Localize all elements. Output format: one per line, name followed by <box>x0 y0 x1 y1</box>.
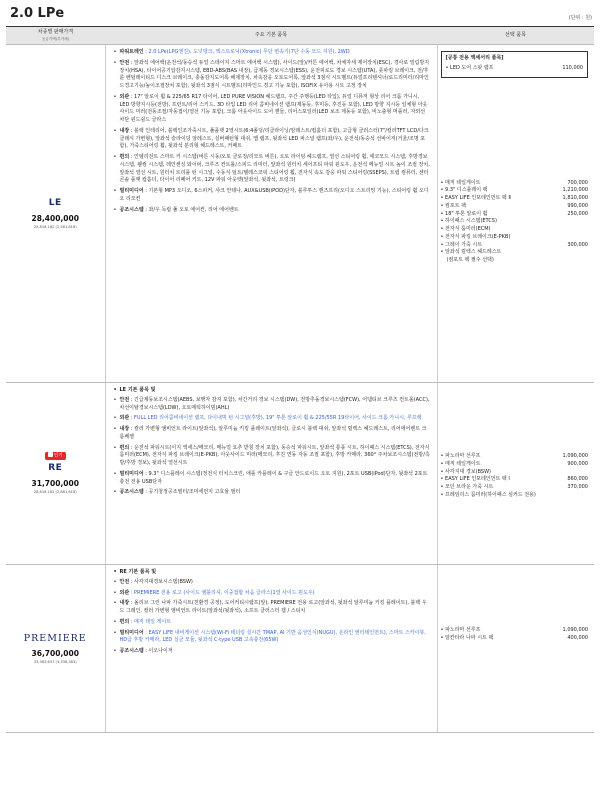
option-item <box>441 484 595 492</box>
bullet-icon: • <box>440 210 446 217</box>
option-price: 1,810,000 <box>562 195 588 201</box>
option-name-text: 9.3" 디스플레이 팩 <box>445 187 488 194</box>
feature-group-body <box>120 648 173 656</box>
option-name-text: (컴포트 팩 필수 선택) <box>446 257 494 263</box>
option-name-text: 프레임리스 룸미러(하이패스 심커드 전용) <box>445 491 536 498</box>
feature-group-text: : 긴급제동보조시스템(AEBS, 보행자 감지 포함), 차간거리 경보 시스템(DW), 전방추돌경보시스템(FCW), 어댑티브 크루즈 컨트롤(ACC), 차선이탈경보시스템(LDW), 오토매틱하이빔(AHL) <box>119 396 430 411</box>
bullet-icon: • <box>113 589 117 596</box>
feature-group <box>114 579 431 587</box>
option-price: 400,000 <box>567 634 588 641</box>
option-item <box>441 257 595 265</box>
option-item <box>441 627 595 635</box>
option-name-text: 매직 테일게이트 <box>445 179 481 186</box>
feature-group-text: : 매직 테일 게이트 <box>129 618 172 625</box>
feature-group-text: : 컬러 가변형 앰비언트 라이트(앞좌석), 알루미늄 키킹 플레이트(앞좌석), 글로시 블랙 대쉬, 앞좌석 릴렉스 헤드레스트, 리어에어벤트 크롬베젤 <box>119 426 427 440</box>
trim-price: 31,700,000 <box>31 479 79 489</box>
feature-group-title: 내장 <box>119 426 130 432</box>
feature-group-text: : 블랙 인테리어, 블랙인조가죽시트, 풀플랫 2열시트(6:4폴딩/리클라이닝/암레스트/컵홀더 포함), 고급형 클러스터(7"/컬러TFT LCD/다크 클래식 가변형), 앞좌석 슬라이딩 암레스트, 실버패턴형 대쉬, 맵 램프, 뒷좌석 LED 퍼스널 램프(좌/우), 운전석/동승석 선바이저(거울/조명 포함), 가죽스티어링 휠, 뒷좌석 분리형 헤드레스트, 커페트 <box>119 127 429 150</box>
feature-group-body <box>120 630 431 646</box>
bullet-icon: • <box>440 195 446 201</box>
option-price <box>584 257 588 265</box>
feature-group-body <box>120 426 431 442</box>
feature-group-title: 멀티미디어 <box>119 188 144 194</box>
option-name <box>441 203 466 211</box>
unit-label: (단위 : 원) <box>568 15 592 21</box>
accessory-name <box>446 65 494 73</box>
option-name-text: 파노라마 선루프 <box>445 453 481 459</box>
option-price: 370,000 <box>567 484 588 490</box>
feature-group <box>114 445 431 468</box>
bullet-icon: • <box>440 233 446 240</box>
feature-group-text: : PREMIERE 전용 로고 (사이드 엠블리셔, 이중접합 차음 글라스(1열 사이드 윈도우) <box>129 589 315 596</box>
popular-badge-label: 인기 <box>53 453 63 459</box>
option-name-text: 전자식 룸미러(ECM) <box>445 226 491 232</box>
feature-group <box>114 590 431 598</box>
features-cell <box>105 45 437 383</box>
feature-group-body <box>120 489 241 497</box>
feature-group <box>114 630 431 646</box>
bullet-icon: • <box>440 468 446 475</box>
trim-name: RE <box>48 463 63 474</box>
bullet-icon: • <box>113 444 117 451</box>
accessory-package-title: [공통 전용 액세서리 품목] <box>445 55 504 61</box>
col-header-price <box>6 27 105 45</box>
option-item <box>441 453 595 461</box>
base-features-label <box>114 387 431 395</box>
feature-group-title: 내장 <box>119 127 130 134</box>
option-name-text: 파노라마 선루프 <box>445 627 481 633</box>
trim-cell <box>6 565 105 733</box>
feature-group-body <box>120 471 431 487</box>
feature-group <box>114 49 431 57</box>
bullet-icon: • <box>440 226 446 232</box>
feature-group-body <box>120 49 350 57</box>
options-cell <box>437 45 594 383</box>
bullet-icon: • <box>113 578 117 585</box>
feature-group-body <box>120 188 431 204</box>
col-header-options: 선택 품목 <box>437 27 594 45</box>
bullet-icon: • <box>440 202 446 209</box>
feature-group-body <box>120 128 431 151</box>
feature-group <box>114 619 431 627</box>
option-name <box>441 226 491 234</box>
feature-group-title: 공조시스템 <box>119 489 144 496</box>
option-price: 1,210,000 <box>562 187 588 194</box>
bullet-icon: • <box>113 396 117 403</box>
bullet-icon: • <box>113 387 117 393</box>
option-item <box>441 635 595 643</box>
feature-group <box>114 415 431 423</box>
feature-group-body <box>120 619 172 627</box>
option-name-text: EASY LIFE 인포테인먼트 팩 Ⅰ <box>445 476 510 483</box>
option-item <box>441 249 595 257</box>
feature-group-text: : 이오나이저 <box>143 648 173 654</box>
thumbs-up-icon <box>48 452 53 457</box>
option-name-text: 18" 투톤 알로이 휠 <box>445 210 488 217</box>
feature-group-text: : 올리브 그린 나파 가죽시트(친환경 공정), 도어커티시램프(앞), PREMIERE 전용 로고(앞좌석, 뒷좌석 알루미늄 키킹 플레이트), 블랙 우드 그레인, 컬러 가변형 앰비언트 라이트(앞좌석/뒷좌석), 소프트 클러스터 캡 / 스티치 <box>119 600 427 614</box>
options-cell <box>437 383 594 565</box>
trim-row <box>6 45 594 383</box>
option-item <box>441 226 595 234</box>
features-cell <box>105 383 437 565</box>
option-item <box>441 492 595 500</box>
option-price: 860,000 <box>567 476 588 483</box>
option-name <box>441 218 497 226</box>
feature-group-title: 편의 <box>119 444 130 451</box>
feature-group-text: : FULL LED 리어콤비네이션 램프, 다이내믹 턴 시그널(후방), 19" 투톤 알로이 휠 & 225/55R 19타이어, 사이드 크롬 가니시, 루프랙 <box>129 415 422 422</box>
badge-wrap <box>6 452 105 463</box>
feature-group-title: 외관 <box>119 93 130 100</box>
option-price <box>584 492 588 500</box>
feature-group-title: 공조시스템 <box>119 206 144 213</box>
option-name-text: 매직 테일게이트 <box>445 460 481 467</box>
feature-group-body <box>120 60 431 91</box>
col-header-features: 주요 기본 품목 <box>105 27 437 45</box>
options-cell <box>437 565 594 733</box>
feature-group <box>114 489 431 497</box>
option-name-text: EASY LIFE 인포테인먼트 팩 Ⅱ <box>445 195 511 201</box>
option-name <box>441 257 494 265</box>
bullet-icon: • <box>113 154 117 160</box>
bullet-icon: • <box>113 569 117 575</box>
feature-group <box>114 94 431 125</box>
bullet-icon: • <box>445 64 451 71</box>
option-name <box>441 627 481 635</box>
feature-group-text: : 9.3" 디스플레이 시스템(정전식 터치스크린, 애플 카플레이 & 구글 안드로이드 오토 지원), 2포트 USB(iPod)단자, 뒷좌석 2포트 충전 전용 USB단자 <box>119 470 428 485</box>
bullet-icon: • <box>113 415 117 422</box>
option-name <box>441 476 510 484</box>
bullet-icon: • <box>113 188 117 194</box>
feature-group-text: : 앞좌석 에어백(운전석/동승석 듀얼 스테이지 스마트 에어백 시스템), 사이드(앞)/커튼 에어백, 차체자세 제어장치(ESC), 경사로 밀림방지장치(HSA), 타이어공기압감지시스템, EBD-ABS(BAS 내장), 급제동 경보시스템(ESS), 운전피로도 경보 시스템(UTA), 풋파킹 브레이크, 전/후륜 벤틸레이티드 디스크 브레이크, 충돌감지도어록 해제장치, 차속감응 오토도어록, 앞좌석 3점식 시트벨트(듀얼프리텐셔너/로드리미터/리마인드경고기능/높이조절장치 포함), 뒷좌석 3점식 시트벨트(리마인드 경고 기능 포함), ISOFIX 유아용 시트 고정 장치 <box>119 59 430 89</box>
feature-group-title: 외관 <box>119 415 130 422</box>
option-item <box>441 218 595 226</box>
col-header-price-label: 차종별 판매가격 <box>37 29 74 36</box>
option-name <box>441 249 502 257</box>
option-name-text: 사각지대 경보(BSW) <box>445 468 491 475</box>
option-name-text: 그레이 가죽 시트 <box>445 241 483 248</box>
bullet-icon: • <box>440 241 446 248</box>
feature-group-body <box>120 590 315 598</box>
feature-group-title: 멀티미디어 <box>119 629 144 636</box>
feature-group <box>114 128 431 151</box>
options-spacer <box>441 387 595 453</box>
option-item <box>441 234 595 242</box>
options-spacer <box>441 82 595 180</box>
features-cell <box>105 565 437 733</box>
feature-group-text: : 2.0 LPe(LPG엔진), 도넛탱크, 엑스트로닉(Xtronic) 무단 변속기(7단 수동 모드 지원), 2WD <box>143 49 350 55</box>
feature-group-body <box>120 445 431 468</box>
feature-group-title: 편의 <box>119 618 130 625</box>
bullet-icon: • <box>113 648 117 654</box>
option-price <box>584 226 588 234</box>
base-features-text: LE 기본 품목 및 <box>119 387 156 393</box>
trim-name: PREMIERE <box>23 632 87 644</box>
bullet-icon: • <box>113 49 117 55</box>
accessory-price: 110,000 <box>562 64 583 71</box>
feature-group-body <box>120 154 431 185</box>
option-name <box>441 234 511 242</box>
feature-group <box>114 600 431 616</box>
option-price: 900,000 <box>567 460 588 467</box>
feature-group-text: : EASY LIFE 내비게이션 시스템(Wi-Fi 테더링 실시간 TMAP, AI 기반 음성인식(NUGU), 온라인 엔터테인먼트), 스마트 스카이뷰, HD급 후방 카메라, LED 실금 모듈, 뒷좌석 C-type USB 고속충전(65W) <box>119 629 426 644</box>
option-price <box>584 249 588 257</box>
trim-price: 28,400,000 <box>31 213 79 223</box>
option-price: 300,000 <box>567 241 588 248</box>
accessory-package-item <box>446 65 584 73</box>
option-price: 990,000 <box>567 202 588 209</box>
feature-group-title: 안전 <box>119 396 130 403</box>
price-table <box>6 26 594 733</box>
option-item <box>441 461 595 469</box>
feature-group-title: 외관 <box>119 589 130 596</box>
option-name <box>441 453 481 461</box>
feature-group-title: 안전 <box>119 59 130 66</box>
option-name <box>441 187 488 195</box>
feature-group <box>114 188 431 204</box>
option-price: 250,000 <box>567 210 588 217</box>
option-item <box>441 195 595 203</box>
feature-group-body <box>120 207 239 215</box>
option-price <box>584 218 588 226</box>
bullet-icon: • <box>113 600 117 607</box>
bullet-icon: • <box>440 187 446 194</box>
trim-price-breakdown: 33,363,637 (3,336,363) <box>33 659 77 664</box>
trim-row <box>6 565 594 733</box>
feature-group-title: 파워트레인 <box>119 49 144 55</box>
bullet-icon: • <box>440 627 446 633</box>
bullet-icon: • <box>440 476 446 483</box>
bullet-icon: • <box>113 93 117 100</box>
trim-cell <box>6 383 105 565</box>
bullet-icon: • <box>113 629 117 636</box>
option-item <box>441 187 595 195</box>
bullet-icon: • <box>113 127 117 134</box>
feature-group-title: 공조시스템 <box>119 648 144 654</box>
trim-price-breakdown: 28,818,182 (2,881,818) <box>33 489 77 494</box>
feature-group <box>114 60 431 91</box>
option-name <box>441 484 494 492</box>
option-name-text: 컴포트 팩 <box>445 202 466 209</box>
feature-group <box>114 207 431 215</box>
feature-group-title: 멀티미디어 <box>119 470 144 477</box>
trim-price: 36,700,000 <box>31 649 79 659</box>
base-features-text: RE 기본 품목 및 <box>119 569 157 575</box>
feature-group-text: : 인텔리전트 스마트 키 시스템(버튼 시동/오토 클로징/리모트 버튼), 오토 라이팅 헤드램프, 열선 스티어링 휠, 에코모드 시스템, 후방경보 시스템, 웰컴 시스템, 레인센싱 와이퍼, 크루즈 컨트롤/스피드 리미터, 앞좌석 원터치 세이프티 파워 윈도우, 운전석 메뉴얼 시트 높이 조절 장치, 앞좌석 열선 시트, 원터치 트리플 턴 시그널, 수동식 틸트/텔레스코픽 스티어링 휠, 전자식 속도 감응 파워 스티어링(SSEPS), 트립 컴퓨터, 센터콘솔 플랫 컵홀더, 타이어 리페어 키트, 12V 파워 아웃렛(앞좌석, 뒷좌석, 트렁크) <box>119 154 430 184</box>
col-header-price-sub: 공급가액(부가세) <box>41 37 70 42</box>
popular-badge <box>45 452 66 461</box>
option-name-text: 알칸타라 나파 시트 팩 <box>445 634 494 641</box>
bullet-icon: • <box>440 179 446 186</box>
feature-group-text: : 사각지대경보시스템(BSW) <box>129 578 193 585</box>
feature-group <box>114 397 431 413</box>
bullet-icon: • <box>113 59 117 66</box>
bullet-icon: • <box>440 249 446 256</box>
feature-group <box>114 471 431 487</box>
accessory-package-box <box>441 51 589 78</box>
option-name-text: 앞좌석 릴렉스 헤드레스트 <box>445 249 502 256</box>
page-title: 2.0 LPe <box>10 6 65 21</box>
feature-group-body <box>120 579 193 587</box>
option-price <box>584 469 588 477</box>
feature-group-text: : 17" 알로이 휠 & 225/65 R17 타이어, LED PURE VISION 헤드램프, 주간 주행등(LED 타입), 듀얼 디퓨저 형상 리어 크롬 가니시, LED 방향지시등(전방), 프런트/리어 스키드, 3D 타입 LED 리어 콤비네이션 램프(제동등, 후미등, 후진등 포함), LED 방향 지시등 일체형 아웃사이드 미러(전동조절/자동접이/열선 기능 포함), 크롬 아웃사이드 도어 핸들, 리어스포일러(LED 보조 제동등 포함), 비노출형 머플러, 자외선 차단 윈드쉴드 글라스 <box>119 93 428 123</box>
option-price: 1,090,000 <box>562 453 588 459</box>
options-spacer <box>441 569 595 627</box>
option-name <box>441 461 481 469</box>
feature-group-title: 편의 <box>119 154 130 160</box>
feature-group-body <box>120 600 431 616</box>
feature-group-text: : 기본형 MP3 오디오, 6스피커, 샤크 안테나, AUX&USB(iPOD)단자, 블루투스 핸즈프리(오디오 스트리밍 기능), 스티어링 휠 오디오 리모컨 <box>119 188 429 202</box>
bullet-icon: • <box>113 206 117 213</box>
bullet-icon: • <box>113 489 117 496</box>
feature-group <box>114 154 431 185</box>
bullet-icon: • <box>440 460 446 467</box>
accessory-name-text: LED 도어 스팟 램프 <box>450 64 494 71</box>
trim-price-breakdown: 25,818,182 (2,581,818) <box>33 224 77 229</box>
option-name-text: 모던 브라운 가죽 시트 <box>445 484 494 490</box>
option-name <box>441 492 536 500</box>
trim-row <box>6 383 594 565</box>
feature-group <box>114 426 431 442</box>
bullet-icon: • <box>113 618 117 625</box>
option-name <box>441 195 511 203</box>
option-item <box>441 476 595 484</box>
bullet-icon: • <box>440 634 446 641</box>
bullet-icon: • <box>113 470 117 477</box>
bullet-icon: • <box>113 426 117 432</box>
base-features-label <box>114 569 431 577</box>
bullet-icon: • <box>440 491 446 498</box>
option-name <box>441 635 494 643</box>
trim-name: LE <box>48 197 62 208</box>
option-name-text: 하이패스 시스템(ETCS) <box>445 218 497 225</box>
feature-group-body <box>120 94 431 125</box>
feature-group-title: 내장 <box>119 600 130 607</box>
feature-group-text: : 공기청정공조필터/조미세먼지 고효율 필터 <box>143 489 241 496</box>
feature-group-title: 안전 <box>119 578 130 585</box>
option-price: 700,000 <box>567 179 588 186</box>
feature-group-text: : 좌/우 독립 풀 오토 에어컨, 리어 에어벤트 <box>143 206 239 213</box>
option-price <box>584 234 588 242</box>
feature-group <box>114 648 431 656</box>
table-header-row <box>6 27 594 45</box>
feature-group-body <box>120 415 422 423</box>
bullet-icon: • <box>440 484 446 490</box>
bullet-icon: • <box>440 453 446 459</box>
option-price: 1,090,000 <box>562 627 588 633</box>
option-item <box>441 203 595 211</box>
option-name-text: 전자식 파킹 브레이크(E-PKB) <box>445 233 511 240</box>
bullet-icon: • <box>440 218 446 225</box>
trim-cell <box>6 45 105 383</box>
feature-group-text: : 운전석 파워시트(이지 액세스/메모리, 메뉴얼 요추 받침 장치 포함), 동승석 파워시트, 앞좌석 통풍 시트, 하이패스 시스템(ETCS), 전자식 룸미러(ECM), 전자식 파킹 브레이크(E-PKB), 아웃사이드 미러(메모리, 후진 연동 자동 조절 포함), 후방 카메라, 360° 주차보조시스템(전방/측방/후방 경보), 뒷좌석 열선시트 <box>119 444 430 466</box>
feature-group-body <box>120 397 431 413</box>
